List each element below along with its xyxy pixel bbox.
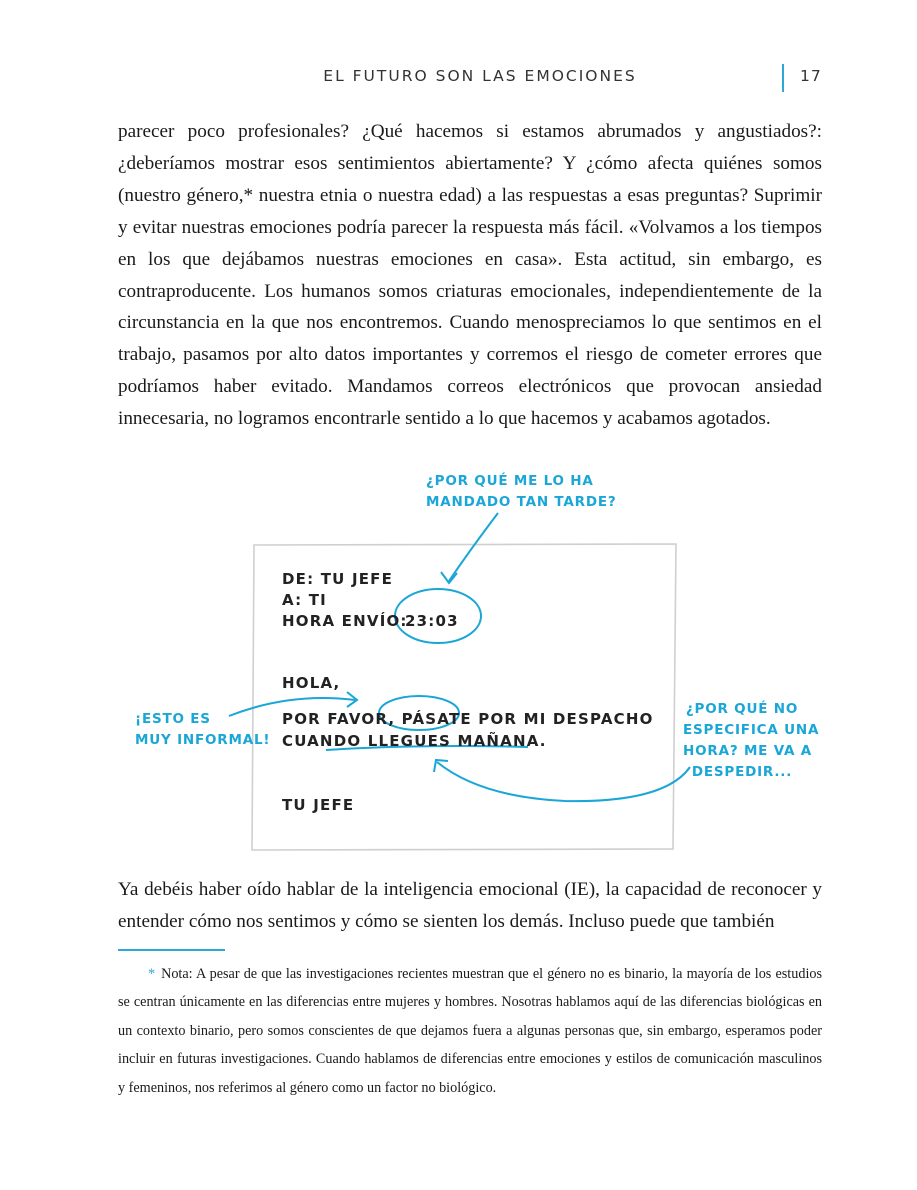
email-time-value: 23:03 bbox=[405, 612, 459, 630]
email-time-label: HORA ENVÍO: bbox=[282, 612, 408, 630]
email-body-line-2: CUANDO LLEGUES MAÑANA. bbox=[282, 732, 547, 750]
illustration-drawing bbox=[0, 460, 917, 860]
email-from: DE: TU JEFE bbox=[282, 570, 394, 588]
body-paragraph: Ya debéis haber oído hablar de la inteligencia emocional (IE), la capacidad de reconocer y entender cómo nos sentimos y cómo se sienten los demás. Incluso puede que también bbox=[118, 879, 822, 932]
annotation-line: MUY INFORMAL! bbox=[135, 732, 271, 748]
footnote bbox=[118, 960, 822, 1102]
footnote-text: Nota: A pesar de que las investigaciones recientes muestran que el género no es binario, la mayoría de los estudios se centran únicamente en las diferencias entre mujeres y hombres. Nosotras hablamos aquí de las diferencias biológicas en un contexto binario, pero somos conscientes de que dejamos fuera a algunas personas que, sin embargo, esperamos poder incluir en futuras investigaciones. Cuando hablamos de diferencias entre emociones y estilos de comunicación masculinos y femeninos, nos referimos al género como un factor no biológico. bbox=[118, 966, 822, 1096]
body-paragraph: parecer poco profesionales? ¿Qué hacemos si estamos abrumados y angustiados?: ¿deberíamos mostrar esos sentimientos abiertamente? Y ¿cómo afecta quiénes somos (nuestro género,* nuestra etnia o nuestra edad) a las respuestas a esas preguntas? Suprimir y evitar nuestras emociones podría parecer la respuesta más fácil. «Volvamos a los tiempos en los que dejábamos nuestras emociones en casa». Esta actitud, sin embargo, es contraproducente. Los humanos somos criaturas emocionales, independientemente de la circunstancia en la que nos encontremos. Cuando menospreciamos lo que sentimos en el trabajo, pasamos por alto datos importantes y corremos el riesgo de cometer errores que podríamos haber evitado. Mandamos correos electrónicos que provocan ansiedad innecesaria, no logramos encontrarle sentido a lo que hacemos y acabamos agotados. bbox=[118, 121, 822, 430]
annotation-line: MANDADO TAN TARDE? bbox=[426, 494, 617, 510]
email-illustration bbox=[0, 460, 917, 860]
annotation-line: ¡ESTO ES bbox=[135, 711, 211, 727]
running-title: EL FUTURO SON LAS EMOCIONES bbox=[323, 67, 637, 85]
email-signature: TU JEFE bbox=[282, 796, 355, 814]
arrow-top-line bbox=[449, 513, 498, 581]
email-greeting: HOLA, bbox=[282, 674, 341, 692]
annotation-no-time bbox=[683, 699, 820, 783]
annotation-line: DESPEDIR... bbox=[691, 764, 793, 780]
footnote-divider bbox=[118, 949, 225, 951]
header-divider bbox=[782, 64, 784, 92]
annotation-line: ¿POR QUÉ NO bbox=[685, 701, 799, 717]
arrow-right-line bbox=[437, 762, 690, 801]
email-body-line-1: POR FAVOR, PÁSATE POR MI DESPACHO bbox=[282, 710, 654, 728]
annotation-line: ESPECIFICA UNA bbox=[683, 722, 820, 738]
annotation-line: ¿POR QUÉ ME LO HA bbox=[426, 473, 594, 489]
email-to: A: TI bbox=[282, 591, 327, 609]
annotation-informal bbox=[135, 709, 270, 751]
footnote-marker: * bbox=[148, 966, 156, 982]
annotation-late-time bbox=[426, 471, 617, 513]
page-number: 17 bbox=[800, 67, 822, 85]
annotation-line: HORA? ME VA A bbox=[683, 743, 813, 759]
